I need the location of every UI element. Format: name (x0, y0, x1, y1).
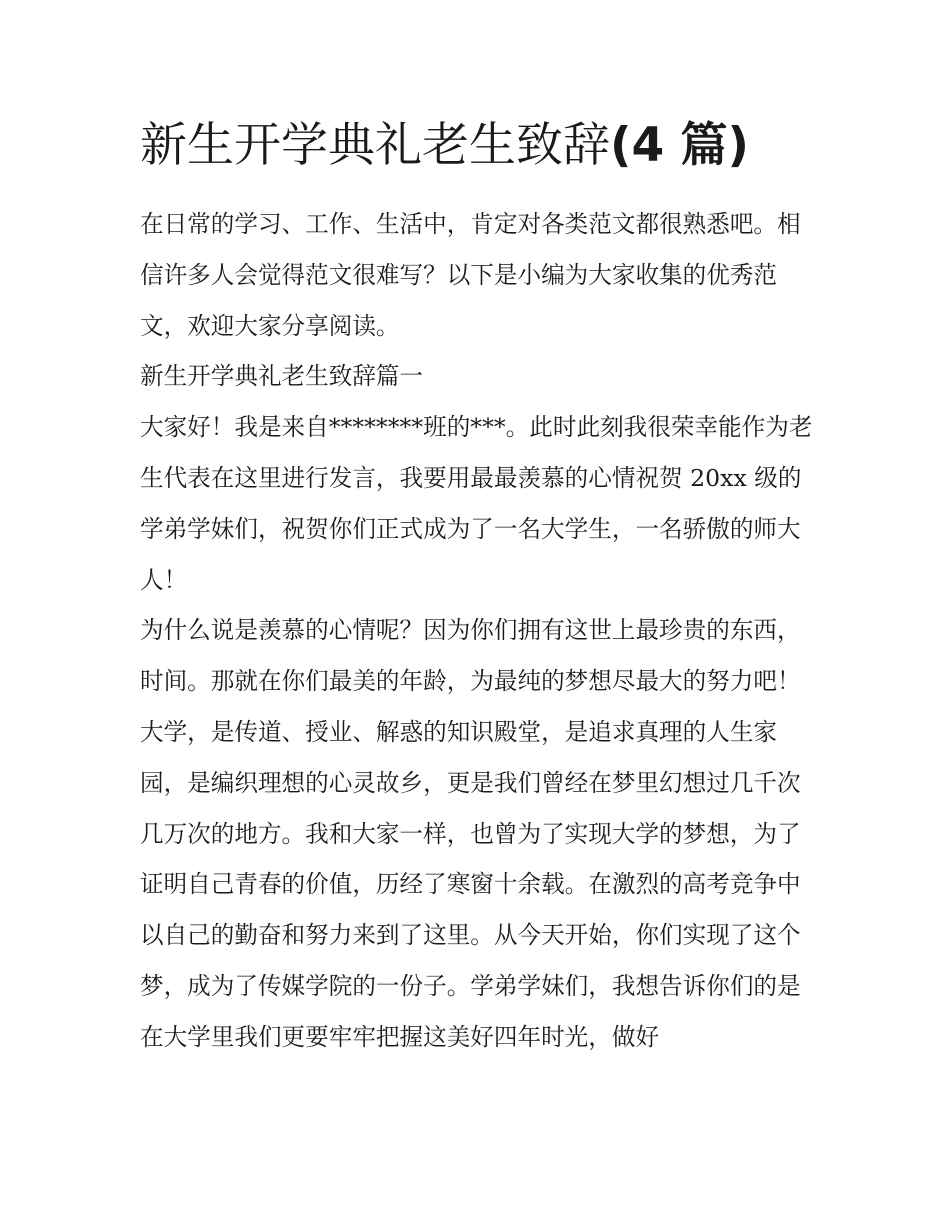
document-title (140, 116, 860, 176)
document-body (140, 199, 820, 1063)
body-paragraph: 大家好！我是来自********班的***。此时此刻我很荣幸能作为老生代表在这里进行发言，我要用最最羡慕的心情祝贺 20xx 级的学弟学妹们，祝贺你们正式成为了一名大学生，一名骄傲的师大人！ (140, 413, 813, 594)
document-title-main: 新生开学典礼老生致辞 (140, 118, 610, 173)
intro-paragraph: 在日常的学习、工作、生活中，肯定对各类范文都很熟悉吧。相信许多人会觉得范文很难写？以下是小编为大家收集的优秀范文，欢迎大家分享阅读。 (140, 210, 801, 340)
document-title-suffix: (4 篇) (610, 118, 750, 173)
body-paragraph: 为什么说是羡慕的心情呢？因为你们拥有这世上最珍贵的东西，时间。那就在你们最美的年龄，为最纯的梦想尽最大的努力吧！ (140, 616, 801, 696)
section-heading: 新生开学典礼老生致辞篇一 (140, 362, 424, 391)
body-paragraph: 大学，是传道、授业、解惑的知识殿堂，是追求真理的人生家园，是编织理想的心灵故乡，更是我们曾经在梦里幻想过几千次几万次的地方。我和大家一样，也曾为了实现大学的梦想，为了证明自己青春的价值，历经了寒窗十余载。在激烈的高考竞争中以自己的勤奋和努力来到了这里。从今天开始，你们实现了这个梦，成为了传媒学院的一份子。学弟学妹们，我想告诉你们的是在大学里我们更要牢牢把握这美好四年时光，做好 (140, 717, 801, 1051)
